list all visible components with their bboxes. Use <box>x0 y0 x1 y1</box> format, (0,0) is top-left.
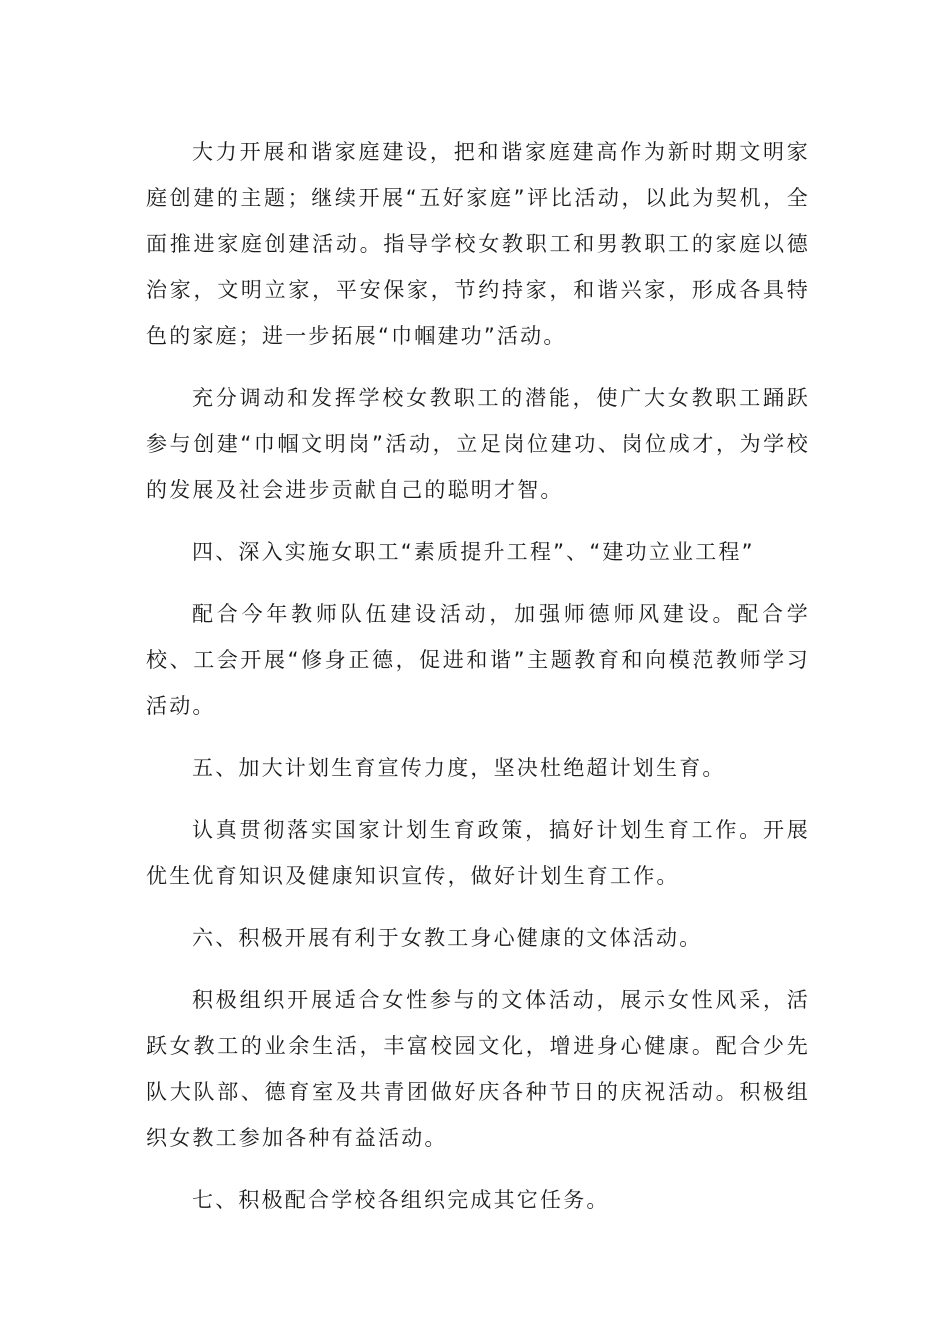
paragraph-cultural-activities: 积极组织开展适合女性参与的文体活动，展示女性风采，活跃女教工的业余生活，丰富校园文化，增进身心健康。配合少先队大队部、德育室及共青团做好庆各种节日的庆祝活动。积极组织女教工参加各种有益活动。 <box>146 988 810 1150</box>
section-heading-six: 六、积极开展有利于女教工身心健康的文体活动。 <box>192 926 703 950</box>
document-body <box>146 129 810 1239</box>
paragraph-female-staff-potential: 充分调动和发挥学校女教职工的潜能，使广大女教职工踊跃参与创建“巾帼文明岗”活动，立足岗位建功、岗位成才，为学校的发展及社会进步贡献自己的聪明才智。 <box>146 386 810 502</box>
section-heading-five: 五、加大计划生育宣传力度，坚决杜绝超计划生育。 <box>192 756 726 780</box>
section-heading-seven: 七、积极配合学校各组织完成其它任务。 <box>192 1188 610 1212</box>
paragraph-family-planning: 认真贯彻落实国家计划生育政策，搞好计划生育工作。开展优生优育知识及健康知识宣传，做好计划生育工作。 <box>146 818 810 888</box>
section-heading-four: 四、深入实施女职工“素质提升工程”、“建功立业工程” <box>192 540 755 564</box>
paragraph-teacher-team: 配合今年教师队伍建设活动，加强师德师风建设。配合学校、工会开展“修身正德，促进和谐”主题教育和向模范教师学习活动。 <box>146 602 810 718</box>
paragraph-family-building: 大力开展和谐家庭建设，把和谐家庭建高作为新时期文明家庭创建的主题；继续开展“五好家庭”评比活动，以此为契机，全面推进家庭创建活动。指导学校女教职工和男教职工的家庭以德治家，文明立家，平安保家，节约持家，和谐兴家，形成各具特色的家庭；进一步拓展“巾帼建功”活动。 <box>146 140 810 348</box>
